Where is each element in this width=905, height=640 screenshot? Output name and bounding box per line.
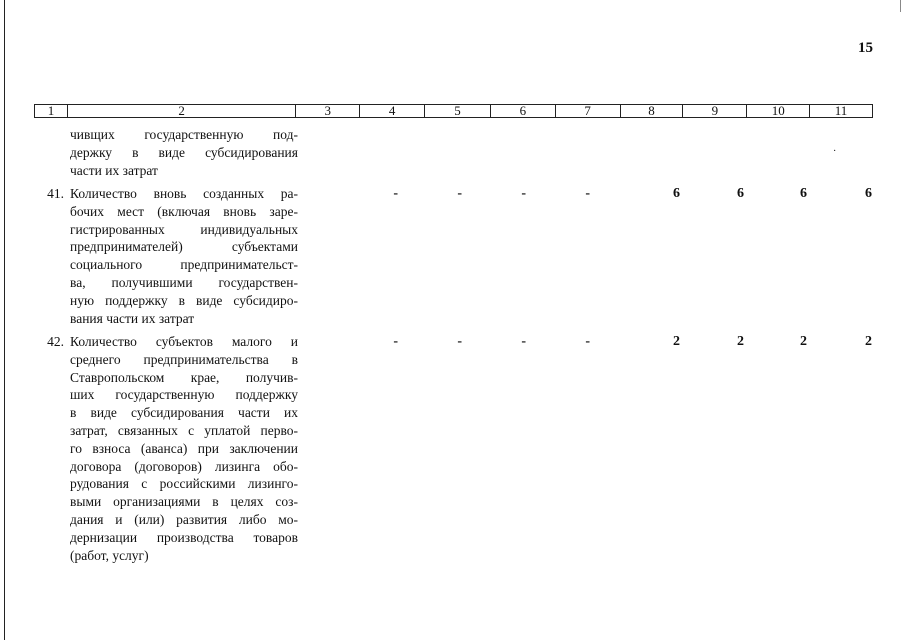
desc-line: Количество вновь созданных ра- [70, 186, 298, 201]
header-col-8: 8 [620, 105, 683, 117]
header-col-6: 6 [490, 105, 555, 117]
desc-line: ших государственную поддержку [70, 387, 298, 403]
row-number: 42. [47, 334, 64, 349]
header-col-1: 1 [47, 103, 55, 118]
desc-line: в виде субсидирования части их [70, 405, 298, 421]
value-col-4: - [393, 186, 398, 201]
value-col-10: 6 [800, 186, 807, 201]
desc-line: договора (договоров) лизинга обо- [70, 458, 298, 474]
desc-line: ную поддержку в виде субсидиро- [70, 292, 298, 308]
value-col-8: 6 [673, 186, 680, 201]
header-col-5: 5 [424, 105, 490, 117]
value-col-7: - [585, 186, 590, 201]
page-left-edge [4, 0, 5, 640]
value-col-8: 2 [673, 334, 680, 349]
header-col-11: 11 [809, 105, 872, 117]
header-col-4: 4 [359, 105, 424, 117]
desc-line: гистрированных индивидуальных [70, 221, 298, 237]
page-number: 15 [858, 40, 873, 56]
value-col-11: 6 [865, 186, 872, 201]
desc-line: рудования с российскими лизинго- [70, 476, 298, 492]
value-col-9: 6 [737, 186, 744, 201]
value-col-6: - [521, 186, 526, 201]
header-col-7: 7 [555, 105, 620, 117]
header-col-2: 2 [67, 105, 295, 117]
desc-line: го взноса (аванса) при заключении [70, 440, 298, 456]
header-col-10: 10 [746, 105, 809, 117]
row-number: 41. [47, 186, 64, 201]
value-col-11: 2 [865, 334, 872, 349]
row-description [70, 333, 298, 564]
row-description [70, 185, 298, 327]
value-col-7: - [585, 334, 590, 349]
value-col-9: 2 [737, 334, 744, 349]
stray-dot-mark: · [833, 146, 837, 157]
table-header-row [34, 104, 873, 118]
desc-line: Количество субъектов малого и [70, 334, 298, 349]
desc-line: (работ, услуг) [70, 547, 149, 563]
value-col-6: - [521, 334, 526, 349]
header-col-9: 9 [682, 105, 746, 117]
desc-line: чивщих государственную под- [70, 127, 298, 142]
desc-line: вания части их затрат [70, 310, 195, 326]
desc-line: дания и (или) развития либо мо- [70, 511, 298, 527]
desc-line: держку в виде субсидирования [70, 144, 298, 160]
desc-line: бочих мест (включая вновь заре- [70, 203, 298, 219]
desc-line: выми организациями в целях соз- [70, 494, 298, 510]
page-right-edge-mark [900, 0, 901, 12]
desc-line: части их затрат [70, 162, 158, 178]
value-col-4: - [393, 334, 398, 349]
desc-line: дернизации производства товаров [70, 529, 298, 545]
desc-line: среднего предпринимательства в [70, 351, 298, 367]
value-col-5: - [457, 334, 462, 349]
desc-line: социального предпринимательст- [70, 257, 298, 273]
row-description [70, 126, 298, 179]
header-col-3: 3 [295, 105, 359, 117]
desc-line: ва, получившими государствен- [70, 274, 298, 290]
desc-line: предпринимателей) субъектами [70, 239, 298, 255]
desc-line: затрат, связанных с уплатой перво- [70, 422, 298, 438]
desc-line: Ставропольском крае, получив- [70, 369, 298, 385]
value-col-5: - [457, 186, 462, 201]
value-col-10: 2 [800, 334, 807, 349]
